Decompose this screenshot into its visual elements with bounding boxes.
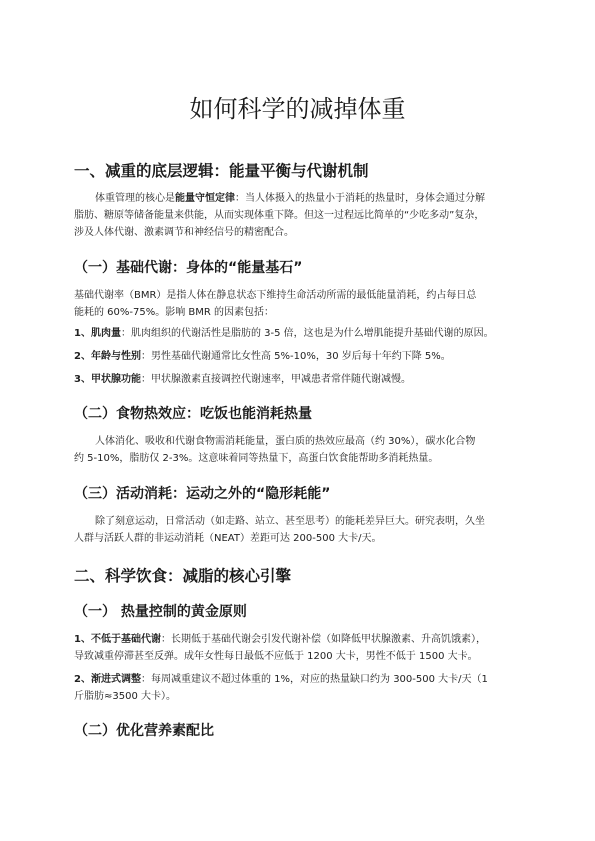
list-item-label: 2、渐进式调整 — [74, 674, 141, 685]
list-item-continuation: 导致减重停滞甚至反弹。成年女性每日最低不应低于 1200 大卡，男性不低于 1500 大卡。 — [74, 651, 478, 662]
list-item-label: 3、甲状腺功能 — [74, 374, 141, 385]
paragraph-line: 约 5-10%，脂肪仅 2-3%。这意味着同等热量下，高蛋白饮食能帮助多消耗热量。 — [74, 453, 439, 464]
subsection-heading: （二）食物热效应：吃饭也能消耗热量 — [74, 406, 312, 422]
paragraph-line: 脂肪、糖原等储备能量来供能，从而实现体重下降。但这一过程远比简单的“少吃多动”复杂， — [74, 210, 485, 221]
subsection-heading: （二）优化营养素配比 — [74, 723, 214, 739]
bold-term: 能量守恒定律 — [175, 193, 235, 204]
section-heading-1: 一、减重的底层逻辑：能量平衡与代谢机制 — [74, 162, 369, 180]
list-item-text: ：肌肉组织的代谢活性是脂肪的 3-5 倍，这也是为什么增肌能提升基础代谢的原因。 — [120, 328, 494, 339]
list-item-label: 1、不低于基础代谢 — [74, 634, 161, 645]
subsection-heading: （一）基础代谢：身体的“能量基石” — [74, 260, 303, 276]
subsection-heading: （三）活动消耗：运动之外的“隐形耗能” — [74, 486, 331, 502]
list-item — [74, 633, 486, 647]
paragraph-line: 涉及人体代谢、激素调节和神经信号的精密配合。 — [74, 227, 294, 238]
list-item-label: 2、年龄与性别 — [74, 351, 141, 362]
paragraph-line: 能耗的 60%-75%。影响 BMR 的因素包括： — [74, 307, 275, 318]
list-item-text: ：男性基础代谢通常比女性高 5%-10%，30 岁后每十年约下降 5%。 — [140, 351, 451, 362]
section-heading-2: 二、科学饮食：减脂的核心引擎 — [74, 567, 292, 585]
list-item-continuation: 斤脂肪≈3500 大卡）。 — [74, 691, 177, 702]
list-item-label: 1、肌肉量 — [74, 328, 121, 339]
list-item-text: ：甲状腺激素直接调控代谢速率，甲减患者常伴随代谢减慢。 — [140, 374, 411, 385]
list-item — [74, 673, 488, 687]
paragraph-line: 除了刻意运动，日常活动（如走路、站立、甚至思考）的能耗差异巨大。研究表明，久坐 — [95, 516, 485, 527]
text-span: 体重管理的核心是 — [95, 193, 175, 204]
list-item — [74, 350, 451, 364]
paragraph-line: 人体消化、吸收和代谢食物需消耗能量，蛋白质的热效应最高（约 30%），碳水化合物 — [95, 436, 476, 447]
list-item-text: ：每周减重建议不超过体重的 1%，对应的热量缺口约为 300-500 大卡/天（1 — [140, 674, 488, 685]
page-title: 如何科学的减掉体重 — [189, 95, 406, 123]
list-item-text: ：长期低于基础代谢会引发代谢补偿（如降低甲状腺激素、升高饥饿素）， — [160, 634, 486, 645]
paragraph-line: 人群与活跃人群的非运动消耗（NEAT）差距可达 200-500 大卡/天。 — [74, 533, 382, 544]
list-item — [74, 373, 411, 387]
list-item — [74, 327, 494, 341]
paragraph-line — [95, 192, 485, 206]
subsection-heading: （一） 热量控制的黄金原则 — [74, 604, 247, 620]
paragraph-line: 基础代谢率（BMR）是指人体在静息状态下维持生命活动所需的最低能量消耗，约占每日总 — [74, 290, 477, 301]
text-span: ：当人体摄入的热量小于消耗的热量时，身体会通过分解 — [235, 193, 485, 204]
